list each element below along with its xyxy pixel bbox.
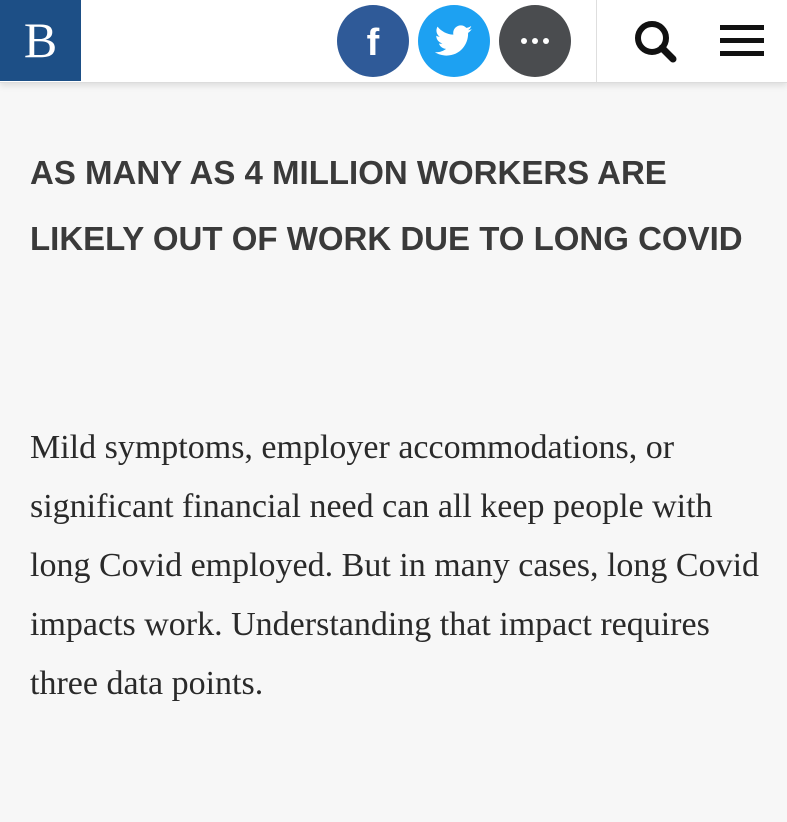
more-share-button[interactable] — [499, 5, 571, 77]
more-dots-icon — [521, 38, 549, 44]
twitter-icon — [435, 25, 473, 57]
header-divider — [596, 0, 597, 82]
menu-button[interactable] — [718, 22, 766, 60]
search-button[interactable] — [630, 18, 680, 64]
hamburger-menu-icon — [718, 22, 766, 60]
site-logo[interactable]: B — [0, 0, 81, 81]
search-icon — [630, 18, 680, 64]
twitter-share-button[interactable] — [418, 5, 490, 77]
site-header — [0, 0, 787, 83]
facebook-icon: f — [366, 22, 380, 64]
facebook-share-button[interactable] — [337, 5, 409, 77]
article-headline: AS MANY AS 4 MILLION WORKERS ARE LIKELY OUT OF WORK DUE TO LONG COVID — [30, 154, 743, 257]
article-paragraph: Mild symptoms, employer accommodations, or significant financial need can all keep people with long Covid employed. But in many cases, long Covid impacts work. Understanding that impact requires three data points. — [30, 429, 760, 702]
